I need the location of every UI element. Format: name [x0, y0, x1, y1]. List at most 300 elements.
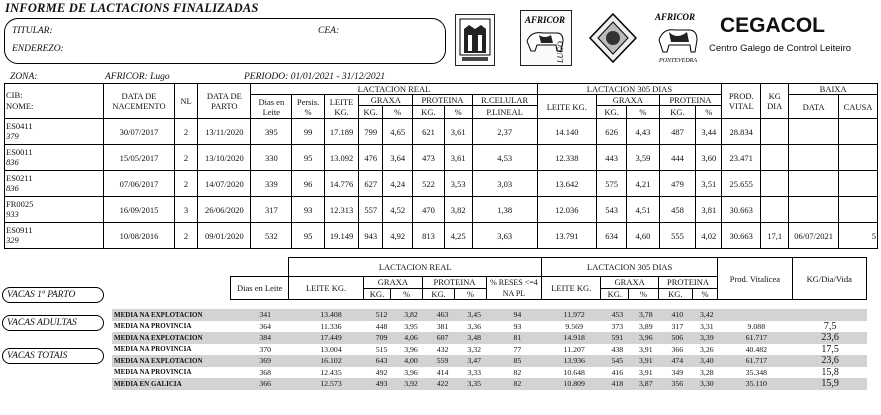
summary-kgdv-cell: 23,6	[793, 332, 867, 344]
summary-graxa-kg-header: KG.	[363, 288, 391, 300]
summary-reses-cell: 82	[490, 378, 545, 390]
gp-cell: 4,92	[383, 223, 413, 249]
dias-cell: 395	[251, 119, 292, 145]
summary-gp-cell: 3,96	[404, 344, 418, 354]
parto-cell: 13/10/2020	[198, 145, 251, 171]
pp-cell: 3,61	[444, 145, 472, 171]
summary-kgdiavida-header: KG/Dia/Vida	[792, 258, 866, 300]
nl-cell: 2	[174, 119, 198, 145]
nome-value: 329	[6, 235, 19, 245]
rc-cell: 4,53	[472, 145, 537, 171]
persis-cell: 95	[292, 223, 324, 249]
bdata-cell	[789, 119, 839, 145]
leite-cell: 19.149	[324, 223, 359, 249]
summary-pp-cell: 3,35	[458, 378, 490, 390]
summary-kgdv-cell: 15,8	[821, 366, 839, 378]
persis-cell: 93	[292, 197, 324, 223]
persis-cell: 96	[292, 171, 324, 197]
summary-reses-cell: 94	[490, 309, 545, 321]
nac-cell: 07/06/2017	[104, 171, 174, 197]
kgdia-cell	[761, 145, 789, 171]
graxa-305-header: GRAXA	[596, 95, 659, 106]
svg-text:LUGO: LUGO	[556, 41, 565, 63]
g305p-cell: 4,21	[627, 171, 659, 197]
g305kg-cell: 575	[596, 171, 626, 197]
kgdia-cell	[761, 171, 789, 197]
leite-cell: 14.776	[324, 171, 359, 197]
leite-cell: 12.313	[324, 197, 359, 223]
summary-g305kg-cell: 453	[604, 309, 631, 321]
periodo-label: PERIODO: 01/01/2021 - 31/12/2021	[244, 72, 386, 82]
summary-dias-cell: 368	[259, 367, 272, 377]
nac-cell: 15/05/2017	[104, 145, 174, 171]
summary-dias-cell: 384	[236, 332, 294, 344]
gp-cell: 4,52	[383, 197, 413, 223]
summary-row-label: MEDIA NA PROVINCIA	[114, 345, 192, 354]
graxa-pct-header: %	[383, 106, 413, 119]
summary-p305p-cell: 3,26	[700, 344, 714, 354]
g305p-cell: 4,43	[627, 119, 659, 145]
summary-leite-cell: 16.102	[294, 355, 368, 367]
summary-g305kg-cell: 373	[611, 321, 624, 331]
summary-pkg-cell: 432	[436, 344, 449, 354]
summary-dias-cell: 369	[236, 355, 294, 367]
kgdia-cell: 17,1	[761, 223, 789, 249]
pill-vacas-adultas: VACAS ADULTAS	[2, 315, 104, 331]
table-row	[5, 197, 878, 223]
summary-g305kg-cell: 416	[611, 367, 624, 377]
summary-p305kg-cell: 317	[671, 321, 684, 331]
nac-cell: 30/07/2017	[104, 119, 174, 145]
summary-row-label: MEDIA NA PROVINCIA	[114, 322, 192, 331]
cegacol-subtitle: Centro Galego de Control Leiteiro	[709, 43, 852, 54]
summary-pp-cell: 3,48	[458, 332, 490, 344]
cib-cell	[5, 145, 104, 171]
l305-cell: 13.642	[537, 171, 596, 197]
summary-g305kg-cell: 591	[604, 332, 631, 344]
summary-prod-vital-header: Prod. Vitalicea	[718, 258, 792, 300]
summary-gkg-cell: 515	[375, 344, 388, 354]
bcausa-cell: 5	[838, 223, 877, 249]
summary-row-label: MEDIA NA EXPLOTACION	[112, 309, 236, 321]
p305kg-cell: 479	[659, 171, 696, 197]
lactacion-real-header: LACTACION REAL	[251, 84, 537, 95]
summary-reses-cell: 77	[513, 344, 522, 354]
africor-pontevedra-logo	[653, 10, 703, 66]
summary-vital-cell: 35.348	[745, 367, 768, 377]
nl-cell: 2	[174, 145, 198, 171]
cegacol-brand: CEGACOL	[720, 14, 825, 37]
summary-reses-cell: 82	[513, 367, 522, 377]
summary-data-table	[112, 309, 867, 390]
summary-vital-cell: 35.110	[719, 378, 793, 390]
dias-cell: 339	[251, 171, 292, 197]
nl-header: NL	[174, 84, 198, 119]
summary-row	[112, 344, 867, 356]
nome-value: 379	[6, 131, 19, 141]
summary-p305kg-cell: 474	[661, 355, 695, 367]
summary-l305-cell: 13.936	[545, 355, 604, 367]
nac-cell: 16/09/2015	[104, 197, 174, 223]
summary-g305p-cell: 3,91	[631, 355, 660, 367]
summary-pp-cell: 3,36	[467, 321, 481, 331]
vital-cell: 25.655	[722, 171, 761, 197]
summary-graxa-header: GRAXA	[363, 277, 422, 289]
rc-cell: 3,63	[472, 223, 537, 249]
zona-label: ZONA:	[10, 72, 38, 82]
pp-cell: 3,53	[444, 171, 472, 197]
summary-l305-cell: 11.207	[563, 344, 585, 354]
summary-p305p-cell: 3,42	[694, 309, 719, 321]
summary-graxa305-kg-header: KG.	[601, 288, 629, 300]
summary-dias-cell: 366	[236, 378, 294, 390]
summary-dias-cell: 370	[259, 344, 272, 354]
p305kg-cell: 487	[659, 119, 696, 145]
table-row	[5, 223, 878, 249]
lactacion-305-header: LACTACION 305 DIAS	[537, 84, 722, 95]
data-nacemento-header: DATA DE NACEMENTO	[104, 84, 174, 119]
summary-leite-cell: 12.573	[294, 378, 368, 390]
summary-row-label: MEDIA EN GALICIA	[112, 378, 236, 390]
persis-cell: 95	[292, 145, 324, 171]
p305p-cell: 4,02	[696, 223, 722, 249]
gkg-cell: 627	[359, 171, 383, 197]
persis-cell: 99	[292, 119, 324, 145]
pkg-cell: 621	[413, 119, 444, 145]
cea-label: CEA:	[318, 26, 340, 36]
gkg-cell: 799	[359, 119, 383, 145]
summary-g305kg-cell: 438	[611, 344, 624, 354]
summary-dias-header: Dias en Leite	[231, 277, 289, 300]
p305p-cell: 3,44	[696, 119, 722, 145]
bcausa-cell	[838, 197, 877, 223]
l305-cell: 12.036	[537, 197, 596, 223]
summary-row	[112, 321, 867, 333]
pkg-cell: 473	[413, 145, 444, 171]
summary-vital-cell: 61.717	[719, 332, 793, 344]
table-row	[5, 171, 878, 197]
summary-reses-cell: 93	[513, 321, 522, 331]
summary-graxa-pct-header: %	[391, 288, 423, 300]
g305kg-cell: 543	[596, 197, 626, 223]
summary-leite-cell: 13.004	[320, 344, 342, 354]
g305p-cell: 4,60	[627, 223, 659, 249]
summary-gkg-cell: 709	[368, 332, 395, 344]
zona-value: AFRICOR: Lugo	[105, 72, 170, 82]
summary-g305kg-cell: 418	[604, 378, 631, 390]
summary-gp-cell: 3,92	[395, 378, 427, 390]
summary-pkg-cell: 559	[427, 355, 459, 367]
summary-row	[112, 332, 867, 344]
summary-dias-cell: 364	[259, 321, 272, 331]
summary-pkg-cell: 463	[427, 309, 459, 321]
summary-vital-cell	[719, 309, 793, 321]
svg-text:AFRICOR: AFRICOR	[655, 12, 696, 22]
summary-kgdv-cell: 15,9	[793, 378, 867, 390]
p305kg-cell: 458	[659, 197, 696, 223]
parto-cell: 09/01/2020	[198, 223, 251, 249]
bdata-cell	[789, 145, 839, 171]
summary-vital-cell: 40.482	[745, 344, 768, 354]
kgdia-cell	[761, 197, 789, 223]
cib-value: ES0911	[6, 225, 33, 235]
summary-p305p-cell: 3,31	[700, 321, 714, 331]
dias-leite-header: Dias en Leite	[251, 95, 292, 119]
summary-gkg-cell: 512	[368, 309, 395, 321]
vital-cell: 30.663	[722, 197, 761, 223]
summary-kgdv-cell: 17,5	[821, 343, 839, 355]
rc-cell: 2,37	[472, 119, 537, 145]
summary-l305-cell: 10.809	[545, 378, 604, 390]
pp-cell: 3,61	[444, 119, 472, 145]
summary-vital-cell: 61.717	[719, 355, 793, 367]
pp-cell: 3,82	[444, 197, 472, 223]
summary-g305p-cell: 3,87	[631, 378, 660, 390]
summary-dias-cell: 341	[236, 309, 294, 321]
p305p-cell: 3,81	[696, 197, 722, 223]
vital-cell: 30.663	[722, 223, 761, 249]
gkg-cell: 557	[359, 197, 383, 223]
summary-gkg-cell: 493	[368, 378, 395, 390]
pill-vacas-1-parto: VACAS 1º PARTO	[2, 287, 104, 303]
l305-cell: 13.791	[537, 223, 596, 249]
p305kg-cell: 555	[659, 223, 696, 249]
summary-gkg-cell: 643	[368, 355, 395, 367]
proteina-pct-header: %	[444, 106, 472, 119]
summary-g305p-cell: 3,89	[638, 321, 653, 331]
titular-label: TITULAR:	[12, 26, 53, 36]
svg-text:PONTEVEDRA: PONTEVEDRA	[659, 58, 697, 64]
summary-pkg-cell: 607	[427, 332, 459, 344]
p305p-cell: 3,51	[696, 171, 722, 197]
summary-lact-real-header: LACTACION REAL	[289, 258, 542, 277]
baixa-header: BAIXA	[789, 84, 878, 95]
cib-value: ES0211	[6, 173, 33, 183]
proteina-kg-header: KG.	[413, 106, 444, 119]
summary-g305p-cell: 3,78	[631, 309, 660, 321]
proteina-305-kg-header: KG.	[659, 106, 696, 119]
summary-gkg-cell: 492	[375, 367, 388, 377]
summary-p305p-cell: 3,40	[694, 355, 719, 367]
summary-proteina-kg-header: KG.	[423, 288, 455, 300]
graxa-header: GRAXA	[359, 95, 413, 106]
bcausa-cell	[838, 119, 877, 145]
nome-value: 933	[6, 209, 19, 219]
leite-kg-header: LEITE KG.	[324, 95, 359, 119]
summary-vital-cell: 9.088	[747, 321, 766, 331]
summary-proteina-pct-header: %	[454, 288, 486, 300]
nome-value: 836	[6, 157, 19, 167]
graxa-305-pct-header: %	[627, 106, 659, 119]
parto-cell: 14/07/2020	[198, 171, 251, 197]
summary-p305kg-cell: 410	[661, 309, 695, 321]
graxa-kg-header: KG.	[359, 106, 383, 119]
nac-cell: 10/08/2016	[104, 223, 174, 249]
p305p-cell: 3,60	[696, 145, 722, 171]
g305kg-cell: 634	[596, 223, 626, 249]
bdata-cell	[789, 171, 839, 197]
summary-leite-cell: 11.336	[320, 321, 342, 331]
summary-lact-305-header: LACTACION 305 DIAS	[542, 258, 718, 277]
enderezo-label: ENDEREZO:	[12, 44, 64, 54]
vital-cell: 28.834	[722, 119, 761, 145]
summary-gkg-cell: 448	[375, 321, 388, 331]
diamond-badge-logo	[588, 12, 638, 64]
table-row	[5, 145, 878, 171]
summary-pp-cell: 3,47	[458, 355, 490, 367]
summary-p305p-cell: 3,30	[694, 378, 719, 390]
summary-g305p-cell: 3,91	[638, 367, 653, 377]
summary-row-label: MEDIA NA EXPLOTACION	[112, 355, 236, 367]
vital-cell: 23.471	[722, 145, 761, 171]
summary-leite-cell: 13.408	[294, 309, 368, 321]
summary-leite-cell: 17.449	[294, 332, 368, 344]
p305kg-cell: 444	[659, 145, 696, 171]
svg-text:AFRICOR: AFRICOR	[525, 15, 566, 25]
summary-proteina305-pct-header: %	[692, 288, 717, 300]
proteina-header: PROTEINA	[413, 95, 472, 106]
nl-cell: 3	[174, 197, 198, 223]
rcelular-header: R.CELULAR	[472, 95, 537, 106]
summary-pp-cell: 3,33	[467, 367, 481, 377]
summary-row	[112, 355, 867, 367]
l305-cell: 12.338	[537, 145, 596, 171]
pill-vacas-totais: VACAS TOTAIS	[2, 348, 104, 364]
cib-cell	[5, 197, 104, 223]
summary-l305-cell: 14.918	[545, 332, 604, 344]
summary-pp-cell: 3,45	[458, 309, 490, 321]
bdata-cell	[789, 197, 839, 223]
summary-row-label: MEDIA NA EXPLOTACION	[112, 332, 236, 344]
g305kg-cell: 626	[596, 119, 626, 145]
rc-cell: 3,03	[472, 171, 537, 197]
summary-p305kg-cell: 366	[671, 344, 684, 354]
summary-l305-cell: 9.569	[565, 321, 583, 331]
summary-kgdv-cell: 7,5	[823, 320, 837, 332]
nl-cell: 2	[174, 223, 198, 249]
africor-lugo-logo	[520, 10, 572, 66]
parto-cell: 26/06/2020	[198, 197, 251, 223]
cib-cell	[5, 119, 104, 145]
summary-header-table	[230, 257, 867, 300]
leite-cell: 17.189	[324, 119, 359, 145]
summary-g305p-cell: 3,91	[638, 344, 653, 354]
bdata-cell: 06/07/2021	[789, 223, 839, 249]
pkg-cell: 470	[413, 197, 444, 223]
summary-proteina305-kg-header: KG.	[658, 288, 692, 300]
g305p-cell: 4,51	[627, 197, 659, 223]
summary-gp-cell: 3,82	[395, 309, 427, 321]
summary-p305p-cell: 3,28	[700, 367, 714, 377]
summary-gp-cell: 3,96	[404, 367, 418, 377]
summary-row	[112, 378, 867, 390]
summary-p305p-cell: 3,39	[694, 332, 719, 344]
summary-p305kg-cell: 506	[661, 332, 695, 344]
cib-header: CIB:	[6, 90, 23, 100]
kg-dia-header: KG DIA	[761, 84, 789, 119]
summary-g305kg-cell: 545	[604, 355, 631, 367]
dias-cell: 532	[251, 223, 292, 249]
summary-pkg-cell: 422	[427, 378, 459, 390]
pkg-cell: 522	[413, 171, 444, 197]
nome-value: 836	[6, 183, 19, 193]
summary-proteina-header: PROTEINA	[423, 277, 487, 289]
dias-cell: 330	[251, 145, 292, 171]
rc-cell: 1,38	[472, 197, 537, 223]
proteina-305-pct-header: %	[696, 106, 722, 119]
baixa-data-header: DATA	[789, 95, 839, 119]
baixa-causa-header: CAUSA	[838, 95, 877, 119]
bcausa-cell	[838, 171, 877, 197]
summary-pkg-cell: 414	[436, 367, 449, 377]
summary-proteina305-header: PROTEINA	[658, 277, 717, 289]
prod-vital-header: PROD. VITAL	[722, 84, 761, 119]
data-parto-header: DATA DE PARTO	[198, 84, 251, 119]
summary-row-label: MEDIA NA PROVINCIA	[114, 368, 192, 377]
summary-graxa305-header: GRAXA	[601, 277, 658, 289]
proteina-305-header: PROTEINA	[659, 95, 722, 106]
cib-cell	[5, 171, 104, 197]
summary-l305-cell: 11.972	[545, 309, 604, 321]
summary-leite305-header: LEITE KG.	[542, 277, 601, 300]
summary-gp-cell: 4,00	[395, 355, 427, 367]
gkg-cell: 943	[359, 223, 383, 249]
kgdia-cell	[761, 119, 789, 145]
nl-cell: 2	[174, 171, 198, 197]
summary-kgdv-cell: 23,6	[793, 355, 867, 367]
table-row	[5, 119, 878, 145]
lactations-table	[4, 83, 878, 249]
summary-reses-cell: 85	[490, 355, 545, 367]
l305-cell: 14.140	[537, 119, 596, 145]
summary-pp-cell: 3,32	[467, 344, 481, 354]
graxa-305-kg-header: KG.	[596, 106, 626, 119]
leite-305-header: LEITE KG.	[537, 95, 596, 119]
cib-value: ES0411	[6, 121, 33, 131]
summary-p305kg-cell: 356	[661, 378, 695, 390]
cib-value: ES0011	[6, 147, 33, 157]
g305kg-cell: 443	[596, 145, 626, 171]
owner-info-box	[4, 18, 446, 64]
nome-header: NOME:	[6, 101, 34, 111]
summary-p305kg-cell: 349	[671, 367, 684, 377]
persis-header: Persis. %	[292, 95, 324, 119]
pp-cell: 4,25	[444, 223, 472, 249]
summary-row	[112, 367, 867, 379]
gp-cell: 4,65	[383, 119, 413, 145]
summary-gp-cell: 3,95	[404, 321, 418, 331]
pkg-cell: 813	[413, 223, 444, 249]
gp-cell: 3,64	[383, 145, 413, 171]
summary-graxa305-pct-header: %	[629, 288, 659, 300]
cib-cell	[5, 223, 104, 249]
galician-crest-logo	[455, 14, 495, 66]
report-title: INFORME DE LACTACIONS FINALIZADAS	[5, 1, 259, 15]
gp-cell: 4,24	[383, 171, 413, 197]
parto-cell: 13/11/2020	[198, 119, 251, 145]
bcausa-cell	[838, 145, 877, 171]
gkg-cell: 476	[359, 145, 383, 171]
summary-g305p-cell: 3,96	[631, 332, 660, 344]
g305p-cell: 3,59	[627, 145, 659, 171]
summary-pkg-cell: 381	[436, 321, 449, 331]
summary-gp-cell: 4,06	[395, 332, 427, 344]
summary-kgdv-cell	[793, 309, 867, 321]
plineal-header: P.LINEAL	[472, 106, 537, 119]
leite-cell: 13.092	[324, 145, 359, 171]
summary-l305-cell: 10.648	[563, 367, 585, 377]
summary-reses-header: % RESES <=4 NA PL	[486, 277, 541, 300]
